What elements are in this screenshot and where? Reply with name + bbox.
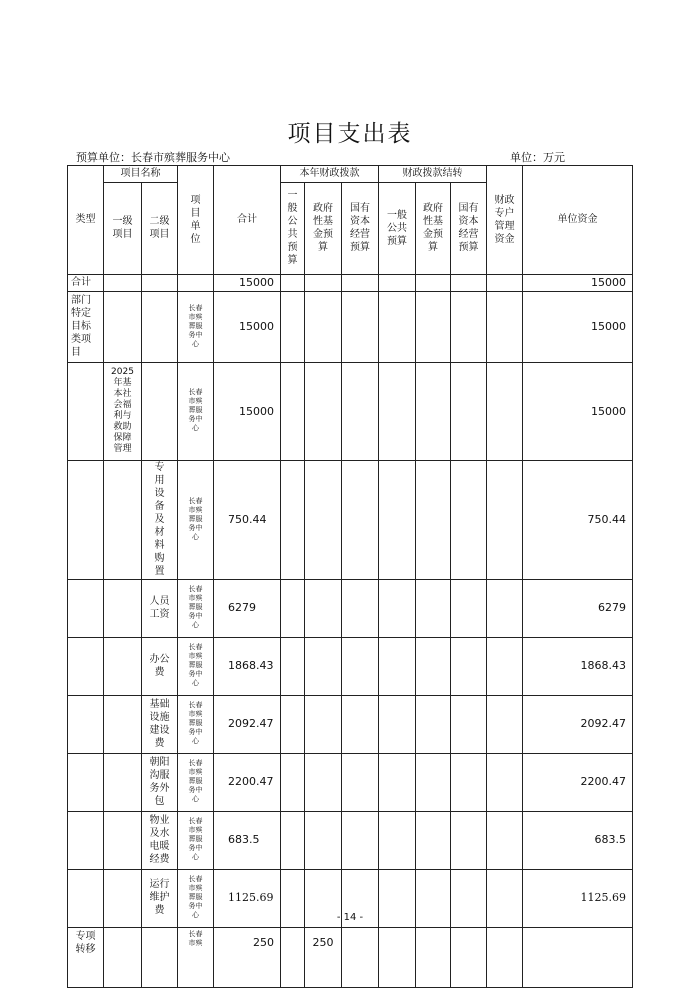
page-title: 项目支出表: [287, 121, 413, 147]
table-row: [68, 579, 633, 637]
row-level2-name-text: 办公费: [149, 653, 170, 678]
row-unit: [178, 811, 214, 869]
row-level2-name-text: 人员工资: [149, 595, 170, 620]
row-unit: [178, 927, 214, 987]
row-total: 683.5: [214, 811, 281, 869]
currency-unit: 单位：万元: [510, 151, 565, 164]
header-project-unit-text: 项目单位: [190, 194, 201, 245]
row-unit: [178, 579, 214, 637]
header-project-name: 项目名称: [104, 166, 178, 183]
row-total: 1868.43: [214, 637, 281, 695]
row-unit: [178, 461, 214, 580]
row-level2-name: [142, 753, 178, 811]
row-unit-text: 长春市殡葬服务中心: [188, 758, 203, 803]
row-unit-fund: 1125.69: [523, 869, 633, 927]
header-level1: [104, 183, 142, 275]
row-total: 15000: [214, 275, 281, 292]
header-state-capital-b: [451, 183, 487, 275]
row-unit-fund: 1868.43: [523, 637, 633, 695]
row-total: 6279: [214, 579, 281, 637]
header-gov-fund-b-text: 政府性基金预算: [423, 203, 444, 254]
table-row: [68, 637, 633, 695]
row-unit-text: 长春市殡葬服务中心: [188, 874, 203, 919]
header-state-capital-text: 国有资本经营预算: [350, 203, 370, 254]
table-row: [68, 753, 633, 811]
table-row: [68, 363, 633, 461]
row-unit-text: 长春市殡葬服务中心: [188, 496, 203, 541]
header-total: 合计: [214, 166, 281, 275]
row-level2-name: [142, 579, 178, 637]
row-level2-name-text: 专用设备及材料购置: [154, 462, 165, 577]
row-unit-text: 长春市殡葬服务中心: [188, 816, 203, 861]
row-total: 250: [214, 927, 281, 987]
header-general-public-b: [379, 183, 416, 275]
row-type: [68, 927, 104, 987]
budget-unit: 预算单位：长春市殡葬服务中心: [76, 151, 230, 164]
header-unit-fund: 单位资金: [523, 166, 633, 275]
row-type-text: 专项转移: [75, 930, 96, 955]
table-row: [68, 461, 633, 580]
header-gov-fund: [305, 183, 342, 275]
header-current-year: 本年财政拨款: [281, 166, 379, 183]
header-carryover: 财政拨款结转: [379, 166, 487, 183]
row-total: 2200.47: [214, 753, 281, 811]
header-row: [68, 166, 633, 183]
row-gov-fund: 250: [305, 927, 342, 987]
row-level2-name-text: 物业及水电暖经费: [149, 814, 170, 865]
row-unit-fund: 6279: [523, 579, 633, 637]
header-general-public-b-text: 一般公共预算: [387, 209, 408, 247]
row-unit-text: 长春市殡葬服务中心: [188, 584, 203, 629]
header-state-capital-b-text: 国有资本经营预算: [458, 203, 479, 254]
row-total: 750.44: [214, 461, 281, 580]
row-type: 合计: [68, 275, 104, 292]
row-unit-fund: 15000: [523, 292, 633, 363]
row-level2-name: [142, 695, 178, 753]
row-level2-name: [142, 461, 178, 580]
row-unit: [178, 292, 214, 363]
row-unit-fund: 750.44: [523, 461, 633, 580]
row-unit-text: 长春市殡: [188, 929, 203, 947]
table-row: [68, 695, 633, 753]
row-unit-text: 长春市殡葬服务中心: [188, 700, 203, 745]
row-level2-name-text: 基础设施建设费: [149, 698, 170, 749]
row-type-text: 部门特定目标类项目: [71, 295, 91, 359]
header-project-unit: [178, 166, 214, 275]
row-unit-text: 长春市殡葬服务中心: [188, 303, 203, 348]
table-row: [68, 292, 633, 363]
row-unit-fund: 683.5: [523, 811, 633, 869]
header-special-fund: [487, 166, 523, 275]
row-unit-text: 长春市殡葬服务中心: [188, 388, 203, 433]
header-gov-fund-text: 政府性基金预算: [313, 203, 333, 254]
header-level2-text: 二级项目: [149, 216, 170, 241]
table-row: [68, 811, 633, 869]
header-level2: [142, 183, 178, 275]
row-unit: [178, 695, 214, 753]
header-general-public-text: 一般公共预算: [287, 190, 298, 267]
row-unit-fund: 15000: [523, 363, 633, 461]
row-level2-name: [142, 637, 178, 695]
row-level2-name-text: 朝阳沟服务外包: [149, 756, 170, 807]
project-expenditure-table: [67, 165, 633, 988]
row-unit-fund: 15000: [523, 275, 633, 292]
row-total: 15000: [214, 363, 281, 461]
row-unit-fund: 2200.47: [523, 753, 633, 811]
header-type: 类型: [68, 166, 104, 275]
row-level2-name: [142, 811, 178, 869]
header-general-public: [281, 183, 305, 275]
row-total: 1125.69: [214, 869, 281, 927]
row-level1-name: [104, 363, 142, 461]
header-gov-fund-b: [416, 183, 451, 275]
row-unit-fund: 2092.47: [523, 695, 633, 753]
header-state-capital: [342, 183, 379, 275]
row-type: [68, 292, 104, 363]
row-unit-text: 长春市殡葬服务中心: [188, 642, 203, 687]
row-total: 15000: [214, 292, 281, 363]
header-level1-text: 一级项目: [112, 216, 133, 241]
row-unit: [178, 637, 214, 695]
row-unit: [178, 753, 214, 811]
header-special-fund-text: 财政专户管理资金: [494, 194, 515, 245]
page-number: - 14 -: [336, 912, 364, 923]
row-total: 2092.47: [214, 695, 281, 753]
row-level1-name-text: 2025年基本社会福利与救助保障管理: [111, 367, 134, 455]
table-row: [68, 275, 633, 292]
table-row: [68, 927, 633, 987]
row-level2-name-text: 运行维护费: [149, 879, 170, 917]
row-unit: [178, 363, 214, 461]
